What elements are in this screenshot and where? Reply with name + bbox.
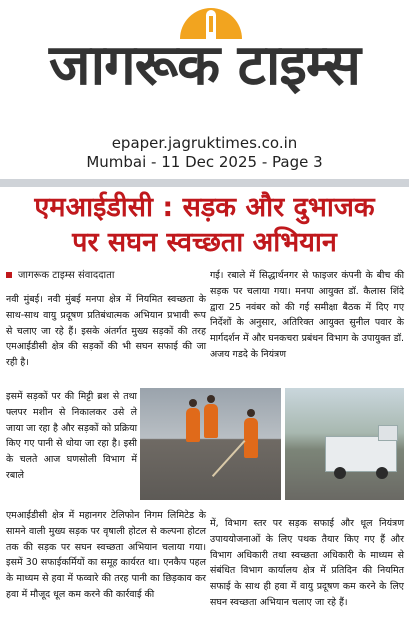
dateline: Mumbai - 11 Dec 2025 - Page 3 [86, 153, 323, 171]
photo-street-sweepers [140, 388, 281, 500]
masthead [0, 0, 409, 132]
article-column-1-bottom: एमआईडीसी क्षेत्र में महानगर टेलिफोन निगम लिमिटेड के सामने वाली मुख्य सड़क पर वृषाली होटल से कल्पना होटल तक की सड़क पर सघन स्वच्छता अभियान चलाया गया। इसमें 30 सफाईकर्मियों का समूह कार्यरत था। एनकैप पहल के माध्यम से हवा में फव्वारे की तरह पानी का छिड़काव कर हवा में मौजूद धूल कम करने की कार्रवाई की [6, 510, 206, 600]
byline [6, 268, 206, 284]
epaper-url[interactable]: epaper.jagruktimes.co.in [111, 134, 298, 152]
truck-icon [325, 436, 397, 472]
article-column-1-top: नवी मुंबई। नवी मुंबई मनपा क्षेत्र में नियमित स्वच्छता के साथ-साथ वायु प्रदूषण प्रतिबंधात्मक अभियान प्रभावी रूप से चलाए जा रहे हैं। इसके अंतर्गत मुख्य सड़कों की तरह एमआईडीसी क्षेत्र की सड़कों की भी सघन सफाई की जा रही है। [6, 294, 206, 369]
headline-line-1: एमआईडीसी : सड़क और दुभाजक [34, 192, 375, 223]
byline-bullet-icon [6, 272, 12, 278]
article-column-2-bottom: में, विभाग स्तर पर सड़क सफाई और धूल नियंत्रण उपाययोजनाओं के लिए पथक तैयार किए गए हैं और विभाग अधिकारी तथा स्वच्छता अधिकारी के माध्यम से संबंधित विभाग कार्यालय क्षेत्र में प्रतिदिन की नियमित सफाई के साथ ही हवा में वायु प्रदूषण कम करने के लिए सघन स्वच्छता अभियान चलाए जा रहे हैं। [210, 518, 404, 608]
worker-figure [186, 408, 200, 442]
article-column-1-middle: इसमें सड़कों पर की मिट्टी ब्रश से तथा फ्लपर मशीन से निकालकर उसे ले जाया जा रहा है और सड़कों को प्रक्रिया किए गए पानी से धोया जा रहा है। इसी के चलते आज घणसोली विभाग में रबाले [6, 391, 137, 481]
headline-line-2: पर सघन स्वच्छता अभियान [72, 227, 337, 258]
photo-water-sprinkler-truck [285, 388, 404, 500]
byline-text: जागरूक टाइम्स संवाददाता [18, 270, 115, 281]
separator-rule [0, 179, 409, 187]
worker-figure [244, 418, 258, 458]
edition-info [0, 134, 409, 172]
article-column-2-top: गई। रबाले में सिद्धार्थनगर से फाइजर कंपनी के बीच की सड़क पर चलाया गया। मनपा आयुक्त डॉ. कैलास शिंदे द्वारा 25 नवंबर को की गई समीक्षा बैठक में दिए गए निर्देशों के अनुसार, अतिरिक्त आयुक्त सुनील पवार के मार्गदर्शन में और घनकचरा प्रबंधन विभाग के उपायुक्त डॉ. अजय गडदे के नियंत्रण [210, 270, 404, 360]
worker-figure [204, 404, 218, 438]
broom-icon [212, 440, 246, 477]
newspaper-logo: जागरूक टाइम्स [49, 33, 360, 98]
article-headline [4, 190, 405, 260]
